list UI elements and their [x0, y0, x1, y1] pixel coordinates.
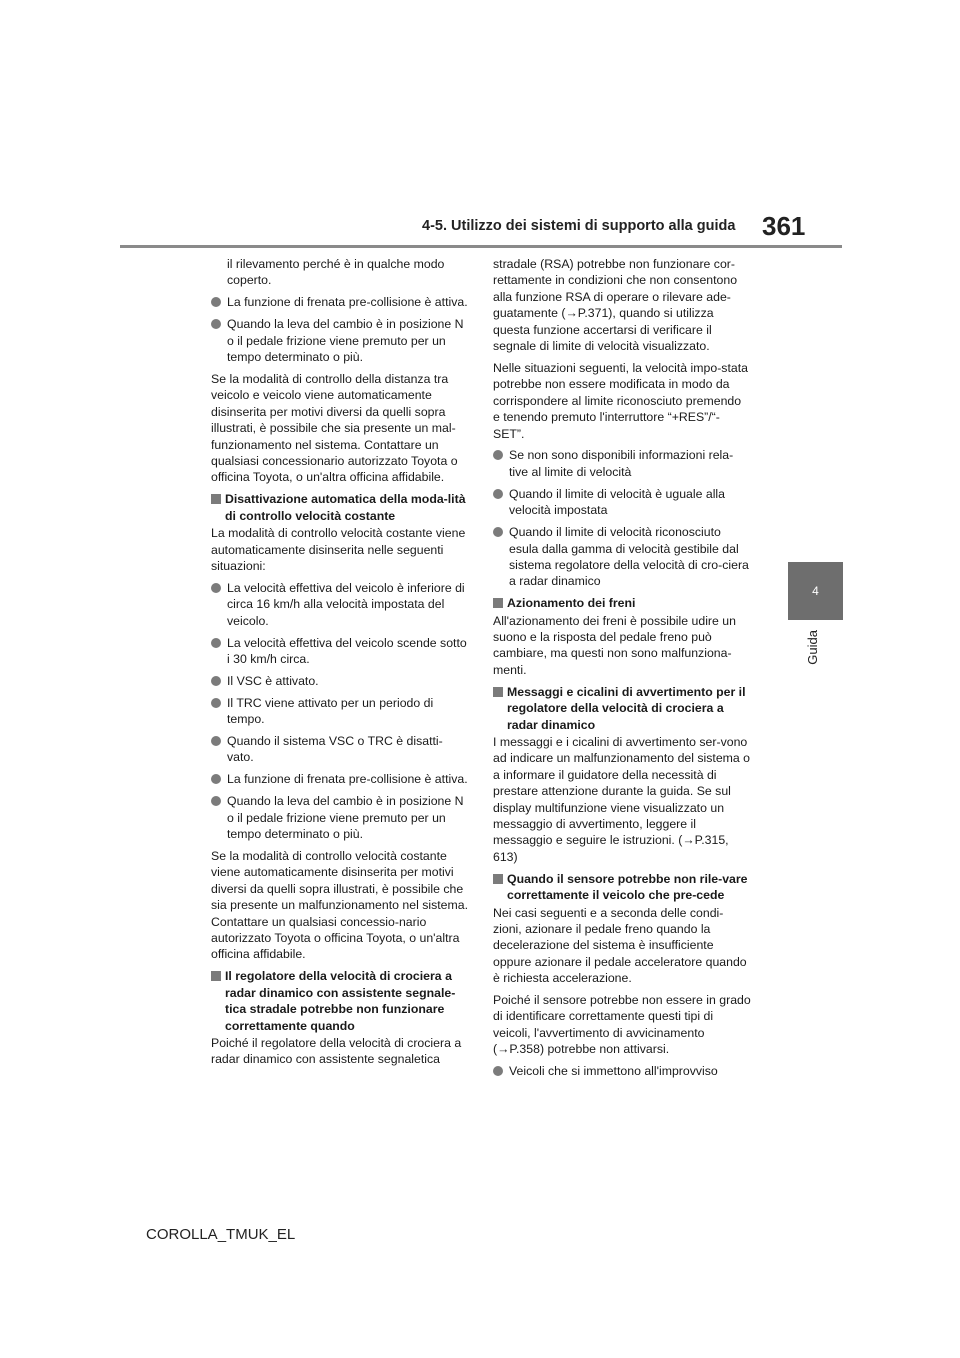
bullet-dot-icon [493, 527, 503, 537]
page-number: 361 [762, 211, 806, 241]
bullet-dot-icon [211, 297, 221, 307]
square-bullet-icon [211, 971, 221, 981]
paragraph: All'azionamento dei freni è possibile udire un suono e la risposta del pedale freno può cambiare, ma questi non sono malfunziona-menti. [493, 613, 736, 677]
header-rule [120, 245, 842, 248]
heading-text: Disattivazione automatica della moda-lità di controllo velocità costante [225, 492, 466, 523]
bullet-dot-icon [211, 583, 221, 593]
section-title: 4-5. Utilizzo dei sistemi di supporto alla guida [422, 218, 736, 234]
bullet-item [493, 486, 751, 519]
paragraph: stradale (RSA) potrebbe non funzionare cor-rettamente in condizioni che non consentono alla funzione RSA di operare o rilevare ade-guatamente (→P.371), quando si utilizza questa funzione accertarsi di verificare il segnale di limite di velocità visualizzato. [493, 257, 738, 354]
bullet-text: Quando il limite di velocità riconosciuto esula dalla gamma di velocità gestibile dal sistema regolatore della velocità di cro-ciera a radar dinamico [509, 525, 749, 589]
bullet-item [493, 524, 751, 590]
bullet-text: Il TRC viene attivato per un periodo di tempo. [227, 695, 434, 727]
section-heading [211, 491, 469, 524]
bullet-text: Quando il limite di velocità è uguale alla velocità impostata [509, 486, 726, 518]
heading-text: Quando il sensore potrebbe non rile-vare correttamente il veicolo che pre-cede [507, 871, 748, 903]
bullet-text: Quando la leva del cambio è in posizione N o il pedale frizione viene premuto per un tempo determinato o più. [227, 794, 464, 842]
chapter-tab[interactable]: 4 [788, 562, 843, 620]
bullet-item [211, 695, 469, 728]
section-heading [493, 871, 751, 904]
bullet-text: La velocità effettiva del veicolo scende sotto i 30 km/h circa. [227, 635, 467, 666]
bullet-text: Quando la leva del cambio è in posizione N o il pedale frizione viene premuto per un tempo determinato o più. [227, 317, 464, 365]
bullet-dot-icon [493, 489, 503, 499]
paragraph: Nelle situazioni seguenti, la velocità impo-stata potrebbe non essere modificata in modo da corrispondere al limite riconosciuto premendo e tenendo premuto l'interruttore “+RES”/“-SET”. [493, 360, 748, 441]
bullet-item [493, 1063, 751, 1079]
footer-doc-code: COROLLA_TMUK_EL [146, 1226, 296, 1243]
left-column [211, 256, 469, 1073]
paragraph: Se la modalità di controllo velocità costante viene automaticamente disinserita per motivi diversi da quelli sopra illustrati, è possibile che sia presente un malfunzionamento nel sistema. Contattare un qualsiasi concessio-nario autorizzato Toyota o officina Toyota, o un'altra officina affidabile. [211, 849, 469, 962]
bullet-item [211, 733, 469, 766]
paragraph: Nei casi seguenti e a seconda delle condi-zioni, azionare il pedale freno quando la decelerazione del sistema è insufficiente oppure azionare il pedale acceleratore quando è richiesta accelerazione. [493, 905, 747, 986]
bullet-text: La funzione di frenata pre-collisione è attiva. [227, 772, 468, 787]
bullet-item [211, 580, 469, 629]
bullet-item [211, 771, 469, 787]
bullet-dot-icon [211, 638, 221, 648]
paragraph: Poiché il regolatore della velocità di crociera a radar dinamico con assistente segnaletica [211, 1035, 462, 1067]
bullet-item [493, 447, 751, 480]
bullet-dot-icon [211, 319, 221, 329]
paragraph: I messaggi e i cicalini di avvertimento ser-vono ad indicare un malfunzionamento del sistema o a informare il guidatore della necessità di prestare attenzione durante la guida. Se sul display multifunzione viene visualizzato un messaggio di avvertimento, leggere il messaggio e seguire le istruzioni. (→P.315, 613) [493, 734, 751, 864]
bullet-dot-icon [211, 698, 221, 708]
bullet-item [211, 294, 469, 310]
continued-text: il rilevamento perché è in qualche modo coperto. [227, 257, 445, 288]
paragraph: Se la modalità di controllo della distanza tra veicolo e veicolo viene automaticamente disinserita per motivi diversi da quelli sopra illustrati, è possibile che sia presente un mal-funzionamento nel sistema. Contattare un qualsiasi concessionario autorizzato Toyota o officina Toyota, o un'altra officina affidabile. [211, 371, 458, 485]
bullet-item [211, 316, 469, 365]
square-bullet-icon [211, 494, 221, 504]
bullet-text: La funzione di frenata pre-collisione è attiva. [227, 295, 468, 310]
square-bullet-icon [493, 874, 503, 884]
heading-text: Messaggi e cicalini di avvertimento per il regolatore della velocità di crociera a radar dinamico [507, 684, 746, 732]
bullet-text: Quando il sistema VSC o TRC è disatti-vato. [227, 734, 443, 765]
bullet-dot-icon [493, 1066, 503, 1076]
section-heading [493, 595, 751, 611]
chapter-label: Guida [805, 630, 820, 665]
section-heading [493, 684, 751, 733]
bullet-text: La velocità effettiva del veicolo è inferiore di circa 16 km/h alla velocità impostata del veicolo. [227, 580, 465, 628]
bullet-text: Il VSC è attivato. [227, 673, 319, 688]
heading-text: Il regolatore della velocità di crociera a radar dinamico con assistente segnale-tica stradale potrebbe non funzionare correttamente quando [225, 969, 456, 1033]
bullet-item [211, 635, 469, 668]
paragraph: Poiché il sensore potrebbe non essere in grado di identificare correttamente questi tipi di veicoli, l'avvertimento di avvicinamento (→P.358) potrebbe non attivarsi. [493, 993, 751, 1057]
bullet-item [211, 793, 469, 842]
paragraph: La modalità di controllo velocità costante viene automaticamente disinserita nelle seguenti situazioni: [211, 526, 466, 573]
bullet-item [211, 673, 469, 689]
square-bullet-icon [493, 687, 503, 697]
square-bullet-icon [493, 598, 503, 608]
bullet-dot-icon [211, 774, 221, 784]
right-column [493, 256, 751, 1085]
bullet-text: Veicoli che si immettono all'improvviso [509, 1064, 718, 1079]
bullet-dot-icon [211, 796, 221, 806]
bullet-dot-icon [493, 450, 503, 460]
bullet-dot-icon [211, 736, 221, 746]
section-heading [211, 968, 469, 1034]
bullet-dot-icon [211, 676, 221, 686]
bullet-text: Se non sono disponibili informazioni rela-tive al limite di velocità [509, 448, 734, 479]
heading-text: Azionamento dei freni [507, 596, 636, 611]
